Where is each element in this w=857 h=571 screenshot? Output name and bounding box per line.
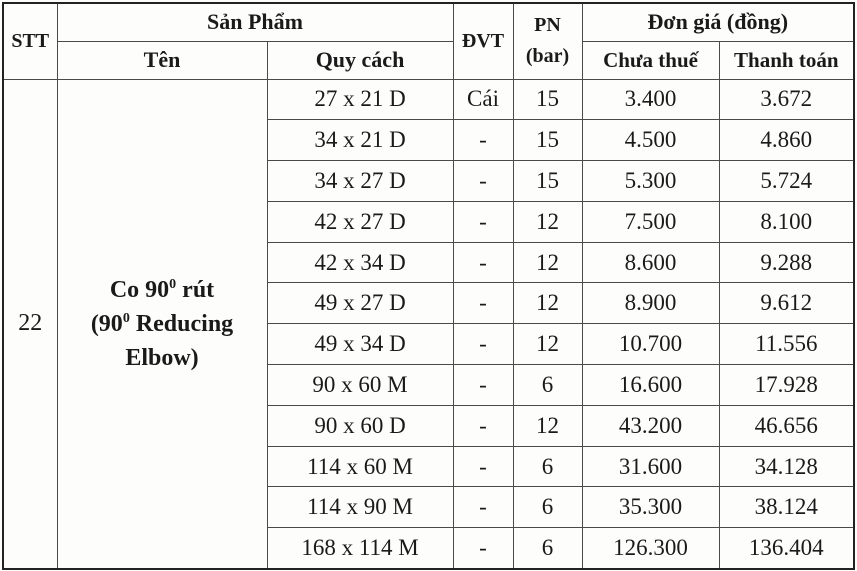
product-name-line2-a: (90 — [90, 310, 123, 337]
spec-cell: 34 x 21 D — [267, 120, 453, 161]
header-chua-thue: Chưa thuế — [582, 41, 719, 79]
header-row-top — [3, 3, 854, 41]
total-cell: 11.556 — [719, 324, 854, 365]
table-row — [3, 79, 854, 120]
spec-cell: 114 x 60 M — [267, 446, 453, 487]
total-cell: 4.860 — [719, 120, 854, 161]
pn-cell: 6 — [513, 528, 582, 569]
pn-cell: 15 — [513, 120, 582, 161]
price-cell: 126.300 — [582, 528, 719, 569]
spec-cell: 49 x 27 D — [267, 283, 453, 324]
pn-cell: 15 — [513, 161, 582, 202]
unit-cell: - — [453, 446, 513, 487]
price-cell: 16.600 — [582, 365, 719, 406]
price-cell: 7.500 — [582, 201, 719, 242]
total-cell: 34.128 — [719, 446, 854, 487]
unit-cell: - — [453, 283, 513, 324]
price-cell: 10.700 — [582, 324, 719, 365]
header-pn-line2: (bar) — [525, 45, 570, 68]
header-pn — [513, 3, 582, 79]
pn-cell: 12 — [513, 201, 582, 242]
unit-cell: - — [453, 405, 513, 446]
pn-cell: 12 — [513, 283, 582, 324]
price-cell: 3.400 — [582, 79, 719, 120]
total-cell: 17.928 — [719, 365, 854, 406]
price-cell: 8.600 — [582, 242, 719, 283]
header-thanh-toan: Thanh toán — [719, 41, 854, 79]
unit-cell: - — [453, 161, 513, 202]
spec-cell: 90 x 60 D — [267, 405, 453, 446]
price-cell: 35.300 — [582, 487, 719, 528]
spec-cell: 114 x 90 M — [267, 487, 453, 528]
spec-cell: 27 x 21 D — [267, 79, 453, 120]
pn-cell: 6 — [513, 365, 582, 406]
header-don-gia: Đơn giá (đồng) — [582, 3, 854, 41]
unit-cell: - — [453, 487, 513, 528]
total-cell: 9.288 — [719, 242, 854, 283]
spec-cell: 42 x 34 D — [267, 242, 453, 283]
unit-cell: - — [453, 120, 513, 161]
pn-cell: 6 — [513, 487, 582, 528]
product-name-line1 — [58, 273, 267, 307]
product-name — [57, 79, 267, 569]
pn-cell: 12 — [513, 405, 582, 446]
product-name-line1-b: rút — [176, 276, 215, 303]
degree-superscript: 0 — [169, 276, 177, 292]
unit-cell: - — [453, 528, 513, 569]
price-cell: 31.600 — [582, 446, 719, 487]
header-ten: Tên — [57, 41, 267, 79]
total-cell: 38.124 — [719, 487, 854, 528]
unit-cell: - — [453, 324, 513, 365]
spec-cell: 34 x 27 D — [267, 161, 453, 202]
pn-cell: 12 — [513, 324, 582, 365]
spec-cell: 42 x 27 D — [267, 201, 453, 242]
price-cell: 8.900 — [582, 283, 719, 324]
total-cell: 136.404 — [719, 528, 854, 569]
price-table — [2, 2, 855, 570]
total-cell: 46.656 — [719, 405, 854, 446]
price-cell: 4.500 — [582, 120, 719, 161]
total-cell: 3.672 — [719, 79, 854, 120]
header-pn-line1: PN — [534, 14, 561, 37]
product-name-line2-b: Reducing — [129, 310, 234, 337]
unit-cell: Cái — [453, 79, 513, 120]
product-name-line1-a: Co 90 — [109, 276, 170, 303]
spec-cell: 49 x 34 D — [267, 324, 453, 365]
pn-cell: 6 — [513, 446, 582, 487]
header-stt: STT — [3, 3, 57, 79]
total-cell: 5.724 — [719, 161, 854, 202]
stt-value: 22 — [3, 79, 57, 569]
unit-cell: - — [453, 365, 513, 406]
header-dvt: ĐVT — [453, 3, 513, 79]
total-cell: 9.612 — [719, 283, 854, 324]
product-name-line3: Elbow) — [125, 344, 199, 371]
spec-cell: 90 x 60 M — [267, 365, 453, 406]
header-row-bottom — [3, 41, 854, 79]
header-san-pham: Sản Phẩm — [57, 3, 453, 41]
unit-cell: - — [453, 242, 513, 283]
pn-cell: 15 — [513, 79, 582, 120]
spec-cell: 168 x 114 M — [267, 528, 453, 569]
price-cell: 43.200 — [582, 405, 719, 446]
unit-cell: - — [453, 201, 513, 242]
price-cell: 5.300 — [582, 161, 719, 202]
header-quy-cach: Quy cách — [267, 41, 453, 79]
product-name-line2 — [58, 307, 267, 341]
table-body — [3, 79, 854, 569]
pn-cell: 12 — [513, 242, 582, 283]
degree-superscript: 0 — [122, 310, 130, 326]
total-cell: 8.100 — [719, 201, 854, 242]
